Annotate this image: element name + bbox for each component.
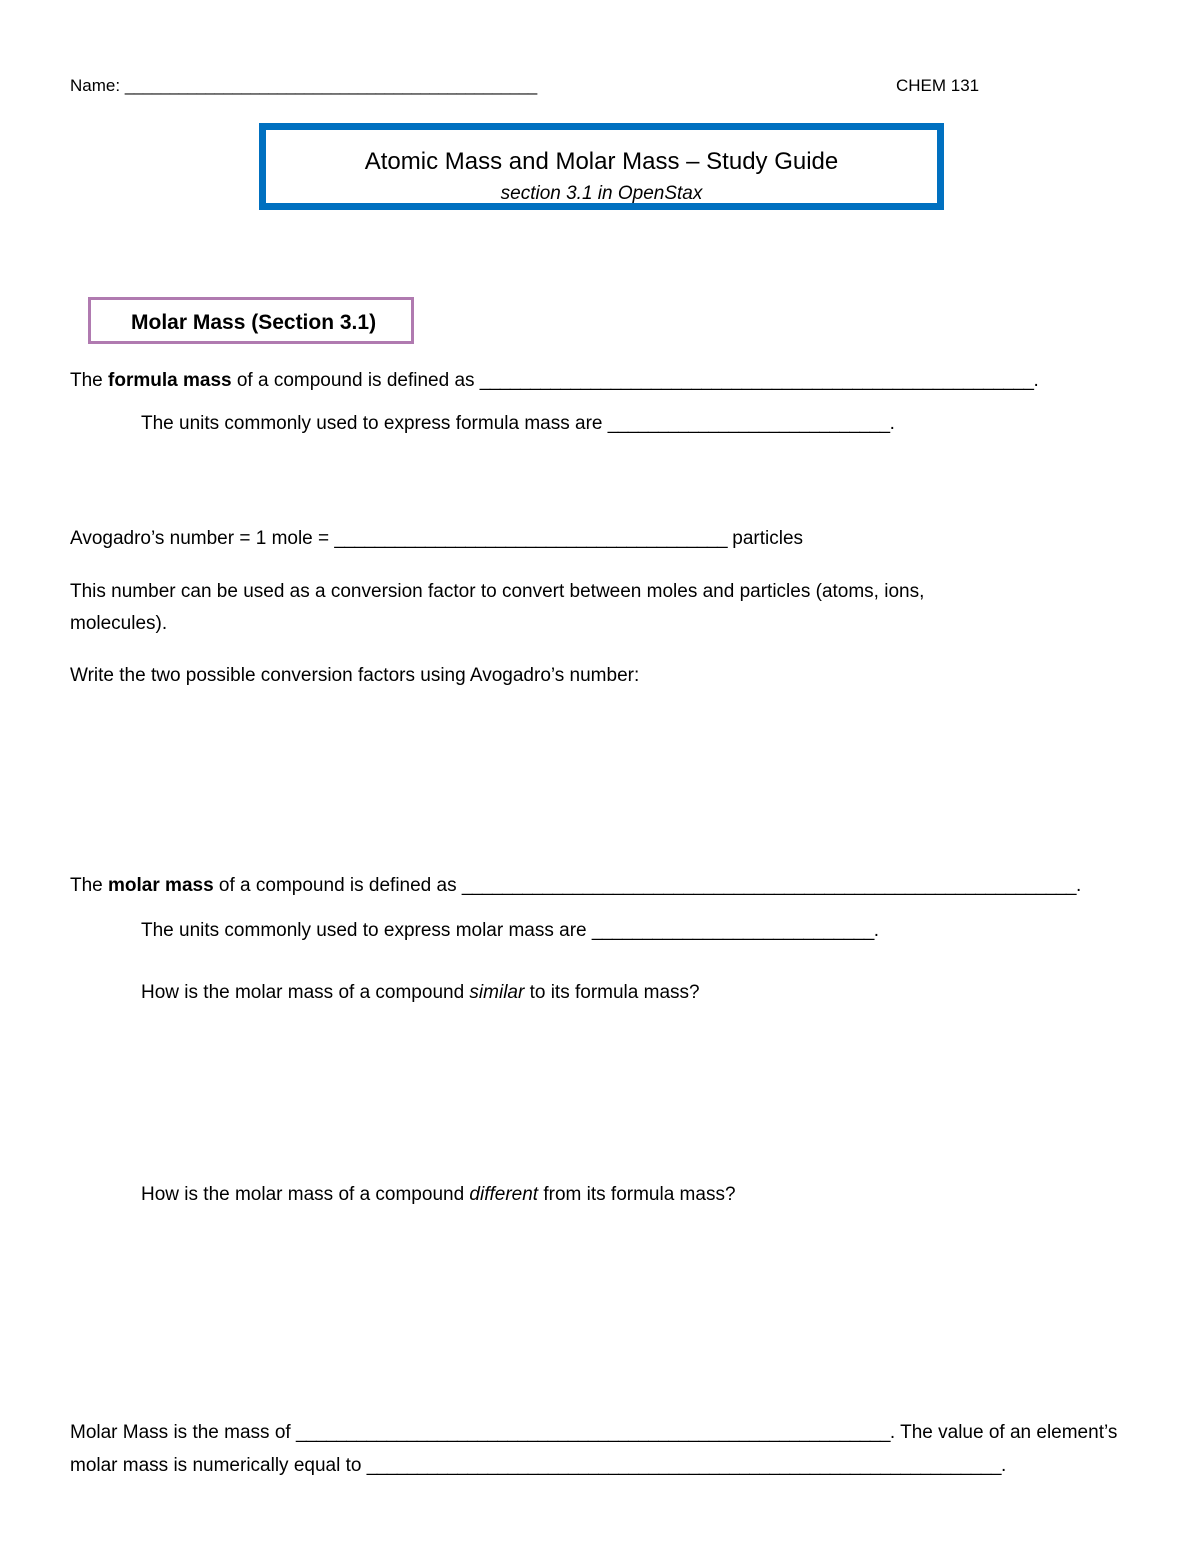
term-formula-mass: formula mass <box>108 370 232 391</box>
text: . <box>1075 875 1082 896</box>
avogadro-line <box>70 528 803 550</box>
avogadro-note-line1: This number can be used as a conversion factor to convert between moles and particles (atoms, ions, <box>70 581 925 602</box>
text: . <box>889 413 895 434</box>
text: The units commonly used to express formula mass are <box>141 413 608 434</box>
text: The <box>70 370 109 391</box>
final-line2 <box>70 1455 1006 1477</box>
numerically-equal-blank[interactable]: _______________________________________________________________ <box>366 1455 1001 1476</box>
molar-mass-units-blank[interactable]: ____________________________ <box>591 920 874 941</box>
text: of a compound is defined as <box>231 370 480 391</box>
text: How is the molar mass of a compound <box>141 1184 470 1205</box>
text: . <box>1033 370 1039 391</box>
formula-mass-definition <box>70 370 1039 392</box>
avogadro-note-line2: molecules). <box>70 613 168 634</box>
question-different <box>141 1184 736 1206</box>
molar-mass-blank[interactable]: _____________________________________________________________ <box>461 875 1076 896</box>
molar-mass-definition <box>70 875 1081 897</box>
text: of a compound is defined as <box>213 875 462 896</box>
text: The units commonly used to express molar mass are <box>141 920 592 941</box>
text: particles <box>727 528 804 549</box>
course-code: CHEM 131 <box>896 76 980 95</box>
text: The <box>70 875 109 896</box>
name-line <box>70 76 537 96</box>
conversion-instruction: Write the two possible conversion factors using Avogadro’s number: <box>70 665 640 686</box>
text: molar mass is numerically equal to <box>70 1455 367 1476</box>
section-box <box>88 297 414 344</box>
text: from its formula mass? <box>538 1184 736 1205</box>
text: Molar Mass is the mass of <box>70 1422 296 1443</box>
question-similar <box>141 982 700 1004</box>
text: . <box>873 920 880 941</box>
formula-mass-blank[interactable]: _______________________________________________________ <box>479 370 1034 391</box>
text: How is the molar mass of a compound <box>141 982 470 1003</box>
text: Avogadro’s number = 1 mole = <box>70 528 335 549</box>
avogadro-blank[interactable]: _______________________________________ <box>334 528 728 549</box>
emphasis-similar: similar <box>469 982 525 1003</box>
page-title: Atomic Mass and Molar Mass – Study Guide <box>364 148 839 175</box>
formula-mass-units-blank[interactable]: ____________________________ <box>607 413 890 434</box>
molar-mass-units <box>141 920 879 942</box>
emphasis-different: different <box>469 1184 539 1205</box>
section-heading: Molar Mass (Section 3.1) <box>131 311 377 334</box>
molar-mass-of-blank[interactable]: ___________________________________________________________ <box>295 1422 890 1443</box>
name-label: Name: <box>70 76 121 95</box>
name-blank[interactable]: ______________________________________________ <box>124 76 537 95</box>
text: to its formula mass? <box>524 982 700 1003</box>
final-line1 <box>70 1422 1117 1444</box>
formula-mass-units <box>141 413 895 435</box>
page-subtitle: section 3.1 in OpenStax <box>500 183 703 204</box>
text: . The value of an element’s <box>889 1422 1118 1443</box>
title-box <box>259 123 944 210</box>
text: . <box>1000 1455 1007 1476</box>
term-molar-mass: molar mass <box>108 875 214 896</box>
